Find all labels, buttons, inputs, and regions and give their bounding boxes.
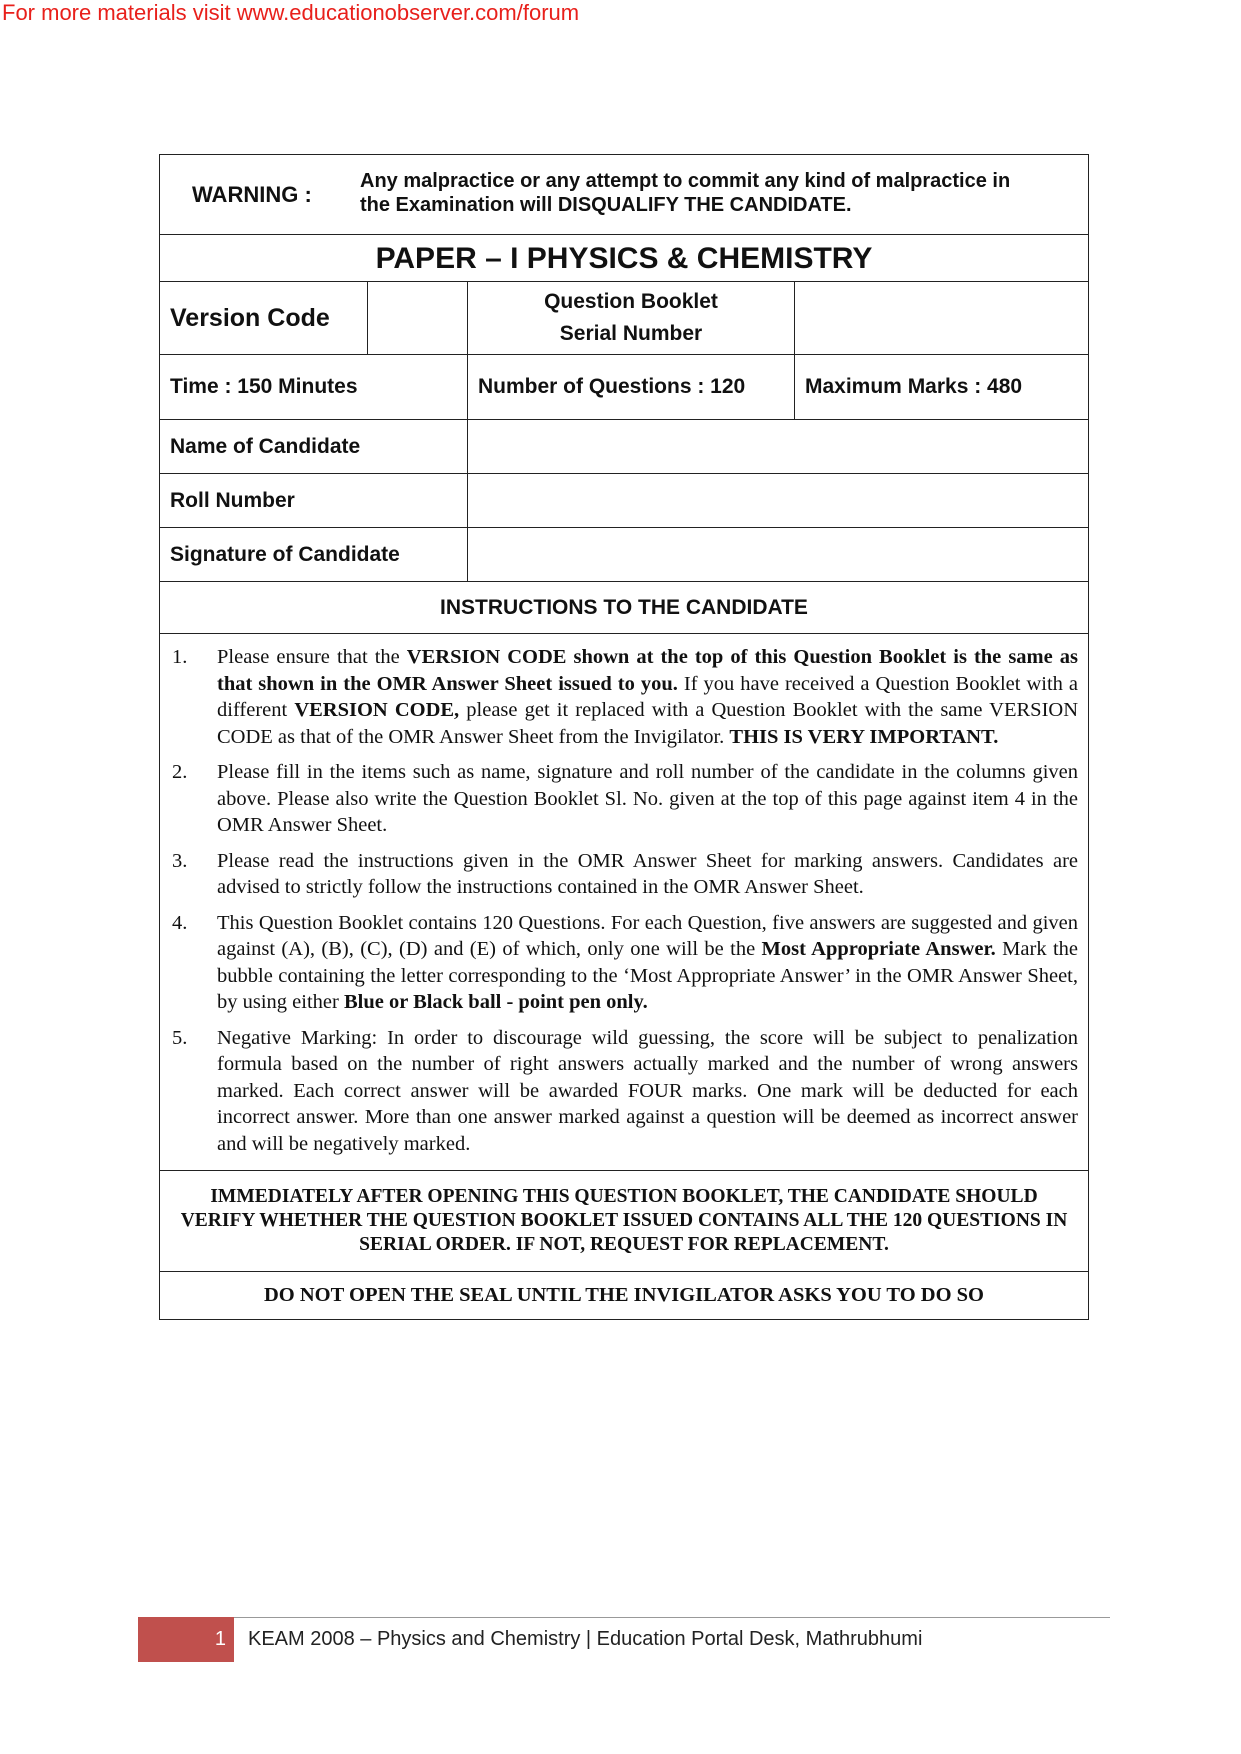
footer-text: KEAM 2008 – Physics and Chemistry | Education Portal Desk, Mathrubhumi	[248, 1628, 923, 1650]
verify-notice: IMMEDIATELY AFTER OPENING THIS QUESTION BOOKLET, THE CANDIDATE SHOULD VERIFY WHETHER THE QUESTION BOOKLET ISSUED CONTAINS ALL THE 120 QUESTIONS IN SERIAL ORDER. IF NOT, REQUEST FOR REPLACEMENT.	[160, 1171, 1088, 1272]
instruction-item	[170, 910, 1078, 1016]
instruction-text: Negative Marking: In order to discourage wild guessing, the score will be subject to penalization formula based on the number of right answers actually marked and the number of wrong answers marked. Each correct answer will be awarded FOUR marks. One mark will be deducted for each incorrect answer. More than one answer marked against a question will be deemed as incorrect answer and will be negatively marked.	[217, 1026, 1078, 1155]
version-code-row	[160, 282, 1088, 355]
instruction-text: This Question Booklet contains 120 Questions. For each Question, five answers are suggested and given against (A), (B), (C), (D) and (E) of which, only one will be the Most Appropriate Answer. Mark the bubble containing the letter corresponding to the ‘Most Appropriate Answer’ in the OMR Answer Sheet, by using either Blue or Black ball - point pen only.	[217, 911, 1078, 1013]
instruction-text: Please fill in the items such as name, signature and roll number of the candidate in the columns given above. Please also write the Question Booklet Sl. No. given at the top of this page against item 4 in the OMR Answer Sheet.	[217, 761, 1078, 836]
version-code-field	[368, 282, 468, 354]
title-row	[160, 235, 1088, 282]
instructions-title-row	[160, 582, 1088, 634]
candidate-name-field	[468, 420, 1088, 473]
warning-label: WARNING :	[192, 181, 312, 207]
signature-row	[160, 528, 1088, 582]
question-booklet-cover	[159, 154, 1089, 1320]
warning-line-2: the Examination will DISQUALIFY THE CANDIDATE.	[360, 194, 852, 216]
booklet-serial-line-2: Serial Number	[559, 322, 703, 345]
instructions-list	[160, 634, 1088, 1171]
footer-page-badge	[138, 1617, 234, 1662]
candidate-name-row	[160, 420, 1088, 474]
instruction-number: 2.	[172, 761, 188, 783]
time-label: Time : 150 Minutes	[160, 355, 468, 419]
instruction-item	[170, 759, 1078, 839]
roll-number-row	[160, 474, 1088, 528]
exam-details-row	[160, 355, 1088, 420]
instruction-text: Please ensure that the VERSION CODE shown at the top of this Question Booklet is the same as that shown in the OMR Answer Sheet issued to you. If you have received a Question Booklet with a different VERSION CODE, please get it replaced with a Question Booklet with the same VERSION CODE as that of the OMR Answer Sheet from the Invigilator. THIS IS VERY IMPORTANT.	[217, 646, 1079, 748]
booklet-serial-label	[468, 282, 795, 354]
max-marks-label: Maximum Marks : 480	[805, 375, 1023, 398]
instruction-number: 1.	[172, 646, 188, 668]
instruction-number: 4.	[172, 911, 188, 934]
version-code-label: Version Code	[160, 282, 368, 354]
signature-field	[468, 528, 1088, 581]
booklet-serial-line-1: Question Booklet	[544, 290, 718, 313]
warning-text	[360, 155, 1088, 234]
seal-notice: DO NOT OPEN THE SEAL UNTIL THE INVIGILATOR ASKS YOU TO DO SO	[263, 1284, 984, 1306]
instruction-number: 3.	[172, 849, 188, 872]
candidate-name-label: Name of Candidate	[160, 420, 468, 473]
header-link[interactable]: For more materials visit www.educationobserver.com/forum	[2, 0, 580, 25]
instruction-item	[170, 848, 1078, 901]
instruction-item	[170, 644, 1078, 750]
instructions-title: INSTRUCTIONS TO THE CANDIDATE	[440, 595, 808, 619]
instruction-number: 5.	[172, 1026, 188, 1049]
instruction-text: Please read the instructions given in the OMR Answer Sheet for marking answers. Candidates are advised to strictly follow the instructions contained in the OMR Answer Sheet.	[217, 849, 1078, 898]
paper-title: PAPER – I PHYSICS & CHEMISTRY	[375, 242, 873, 275]
warning-row	[160, 155, 1088, 235]
num-questions-label: Number of Questions : 120	[468, 355, 795, 419]
roll-number-field	[468, 474, 1088, 527]
signature-label: Signature of Candidate	[160, 528, 468, 581]
warning-line-1: Any malpractice or any attempt to commit any kind of malpractice in	[360, 170, 1011, 192]
instruction-item	[170, 1025, 1078, 1158]
footer-page-number: 1	[214, 1628, 226, 1650]
roll-number-label: Roll Number	[160, 474, 468, 527]
booklet-serial-field	[795, 282, 1088, 354]
